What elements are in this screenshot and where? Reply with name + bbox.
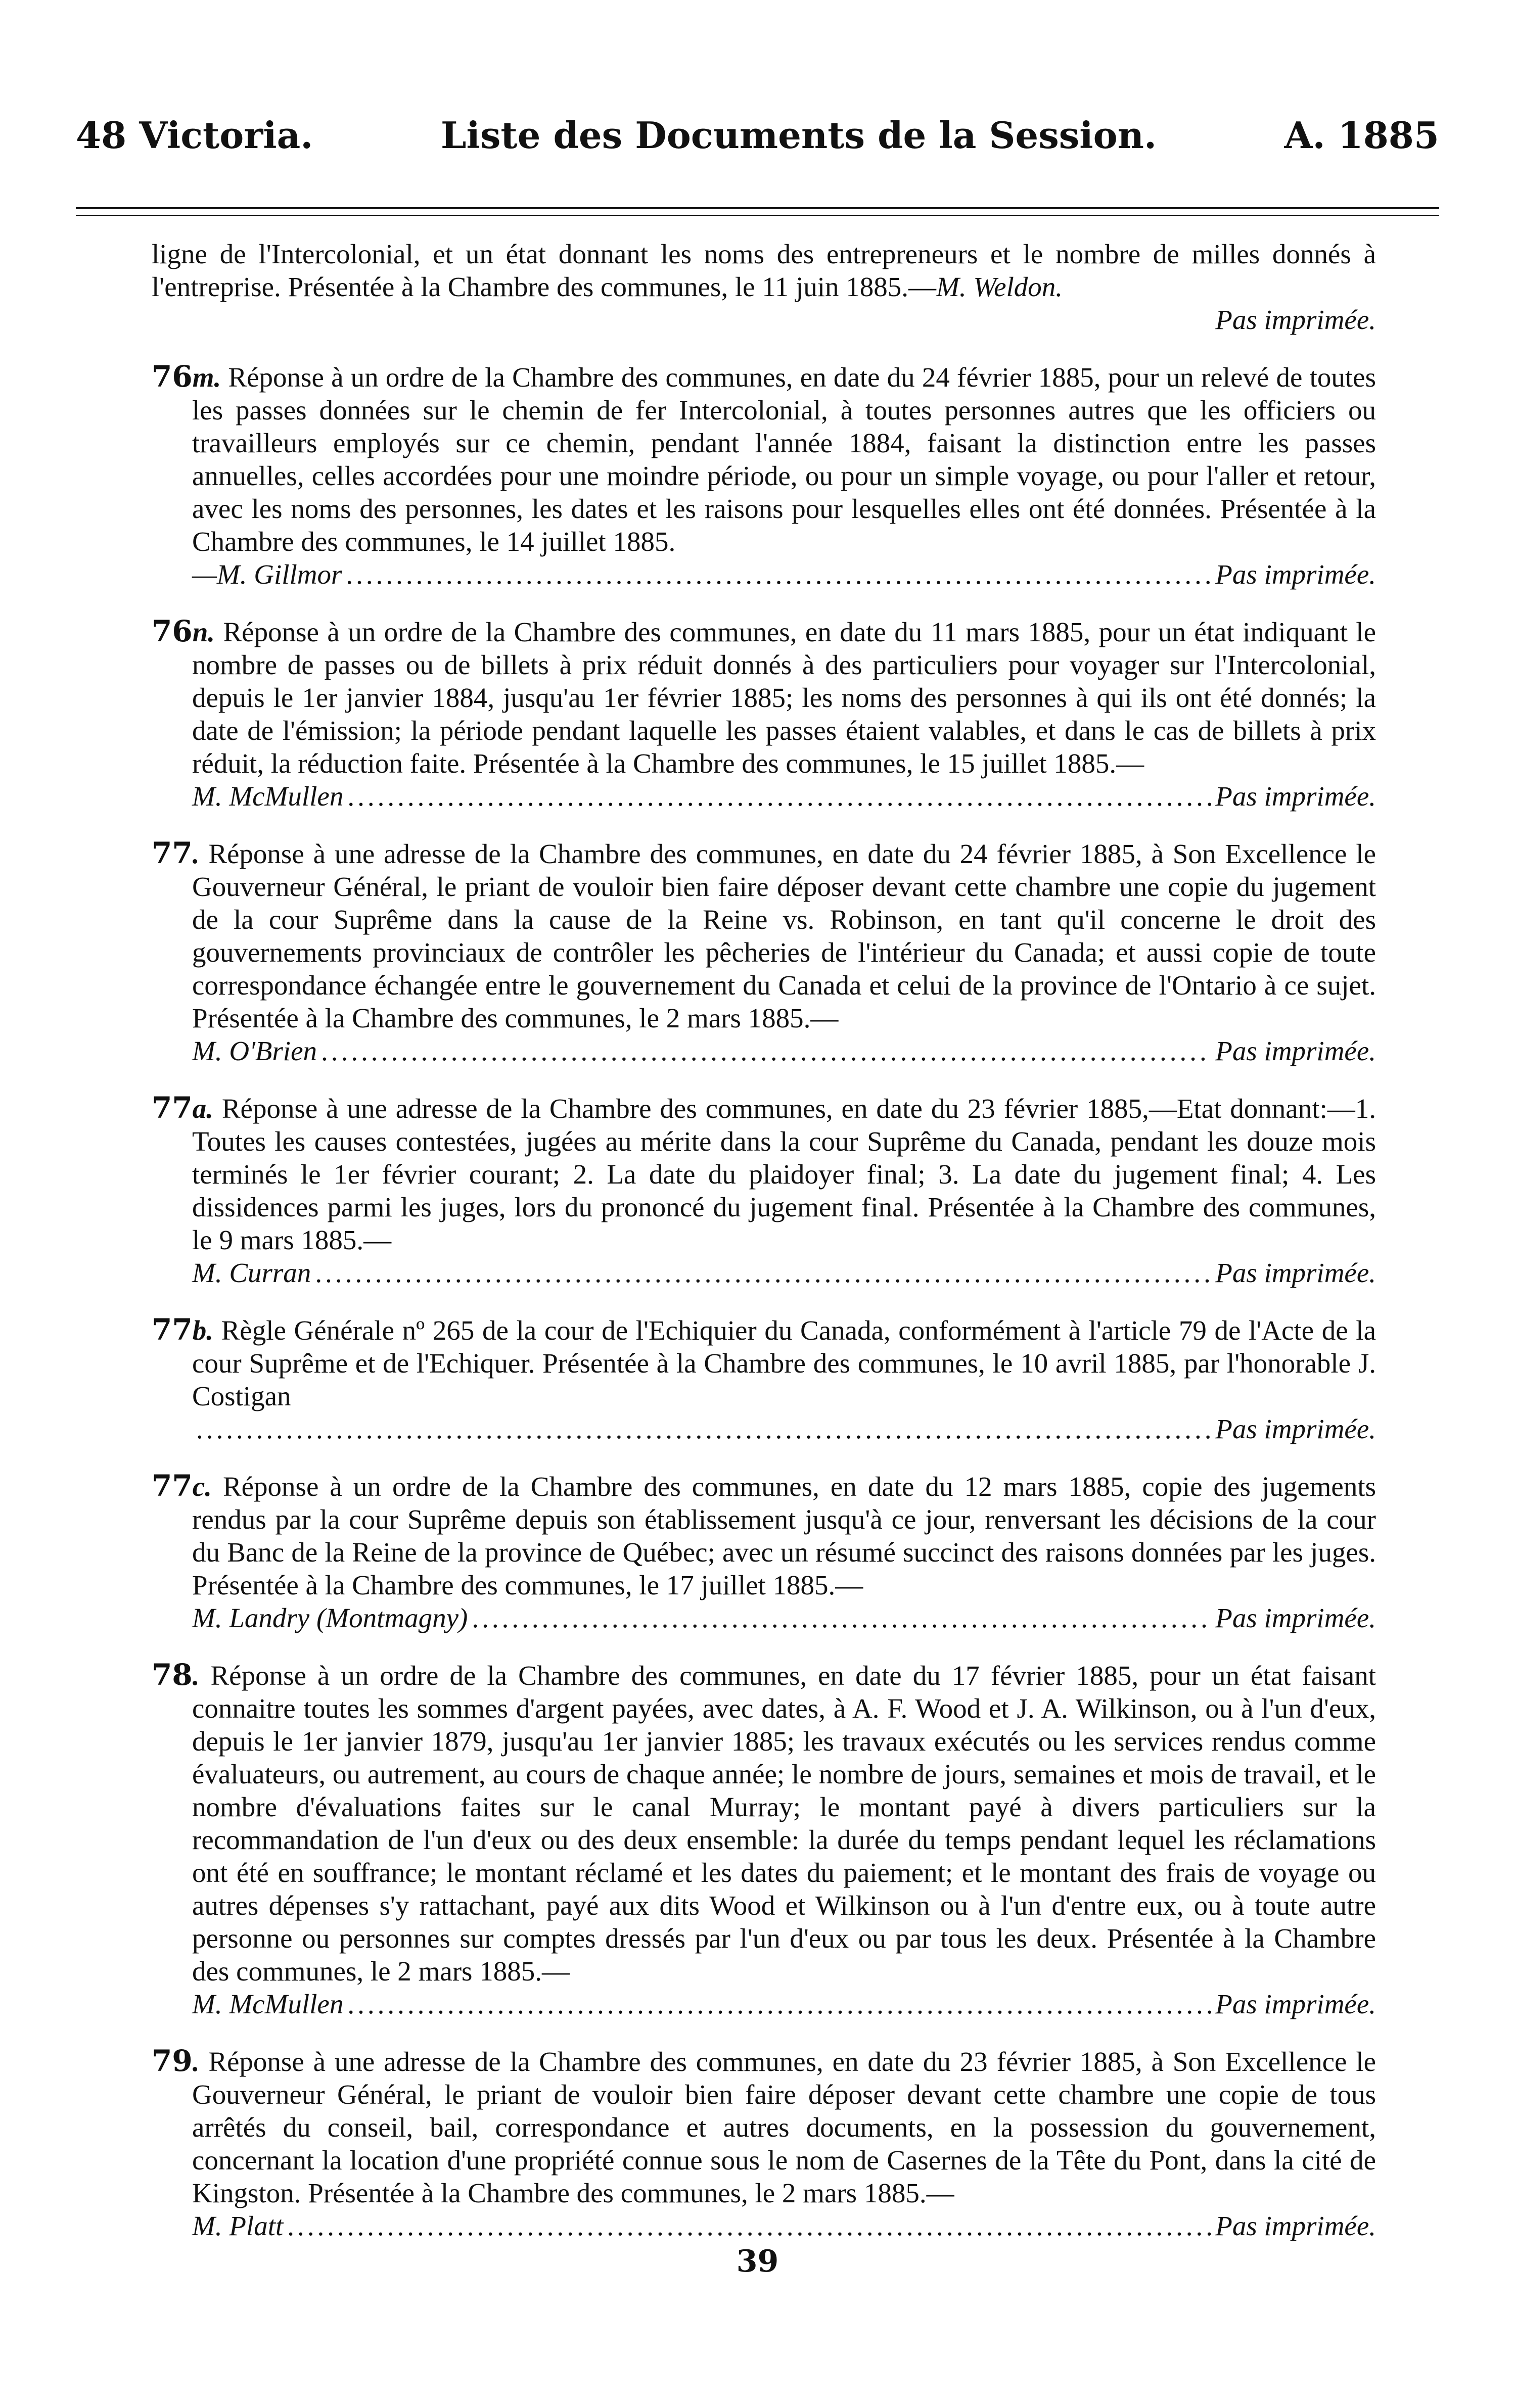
entry-number-suffix: m. bbox=[192, 362, 221, 393]
dot-leader bbox=[196, 1412, 1211, 1445]
entry-signature-line bbox=[152, 1601, 1376, 1634]
entry-signature-line bbox=[152, 780, 1376, 813]
entry-number: 77 bbox=[152, 1091, 193, 1125]
header-left: 48 Victoria. bbox=[76, 114, 313, 157]
entry-number: 77 bbox=[152, 1312, 193, 1347]
dot-leader bbox=[347, 780, 1211, 813]
header-rule-thin bbox=[76, 215, 1439, 216]
entry-member: M. McMullen bbox=[192, 781, 344, 812]
header-rule-thick bbox=[76, 207, 1439, 209]
document-entry bbox=[152, 615, 1376, 813]
document-entry bbox=[152, 837, 1376, 1067]
entry-status: Pas imprimée. bbox=[1215, 559, 1376, 590]
entry-number-suffix: b. bbox=[192, 1315, 213, 1346]
entries-list bbox=[152, 360, 1376, 2242]
header-right: A. 1885 bbox=[1284, 114, 1439, 157]
header-title: Liste des Documents de la Session. bbox=[440, 114, 1157, 157]
dot-leader bbox=[287, 2209, 1211, 2242]
document-entry bbox=[152, 1092, 1376, 1289]
entry-signature-line bbox=[152, 1412, 1376, 1445]
entry-text: Réponse à un ordre de la Chambre des communes, en date du 17 février 1885, pour un état faisant connaitre toutes les sommes d'argent payées, avec dates, à A. F. Wood et J. A. Wilkinson, ou à l'un d'eux, depuis le 1er janvier 1879, jusqu'au 1er janvier 1885; les travaux exécutés ou les services rendus comme évaluateurs, ou autrement, au cours de chaque année; le nombre de jours, semaines et mois de travail, et le nombre d'évaluations faites sur le canal Murray; le montant payé à divers particuliers sur la recommandation de l'un d'eux ou des deux ensemble: la durée du temps pendant lequel les réclamations ont été en souffrance; le montant réclamé et les dates du paiement; et le montant des frais de voyage ou autres dépenses s'y rattachant, payé aux dits Wood et Wilkinson ou à l'un d'entre eux, ou à toute autre personne ou personnes sur comptes dressés par l'un d'eux ou par tous les deux. Présentée à la Chambre des communes, le 2 mars 1885.— bbox=[192, 1660, 1376, 1987]
entry-number-suffix: c. bbox=[192, 1471, 212, 1502]
entry-signature-line bbox=[152, 1256, 1376, 1289]
entry-status: Pas imprimée. bbox=[1215, 1257, 1376, 1288]
entry-number: 76 bbox=[152, 359, 193, 394]
entry-text: Réponse à une adresse de la Chambre des communes, en date du 24 février 1885, à Son Excellence le Gouverneur Général, le priant de vouloir bien faire déposer devant cette chambre une copie du jugement de la cour Suprême dans la cause de la Reine vs. Robinson, en tant qu'il concerne le droit des gouvernements provinciaux de contrôler les pêcheries de l'intérieur du Canada; et aussi copie de toute correspondance échangée entre le gouvernement du Canada et celui de la province de l'Ontario à ce sujet. Présentée à la Chambre des communes, le 2 mars 1885.— bbox=[192, 838, 1376, 1033]
dot-leader bbox=[315, 1256, 1211, 1289]
page-number: 39 bbox=[736, 2244, 779, 2279]
dot-leader bbox=[346, 558, 1211, 591]
document-entry bbox=[152, 1313, 1376, 1445]
entry-status: Pas imprimée. bbox=[1215, 1989, 1376, 2019]
entry-member: M. Curran bbox=[192, 1257, 311, 1288]
entry-number: 77 bbox=[152, 1469, 193, 1503]
entry-status: Pas imprimée. bbox=[1215, 2210, 1376, 2241]
running-header bbox=[76, 114, 1439, 169]
entry-text: Règle Générale nº 265 de la cour de l'Echiquier du Canada, conformément à l'article 79 de l'Acte de la cour Suprême et de l'Echiquer. Présentée à la Chambre des communes, le 10 avril 1885, par l'honorable J. Costigan bbox=[192, 1315, 1376, 1411]
entry-member: M. Landry (Montmagny) bbox=[192, 1602, 468, 1633]
document-entry bbox=[152, 360, 1376, 591]
entry-number: 76 bbox=[152, 614, 193, 648]
continuation-status: Pas imprimée. bbox=[1215, 304, 1376, 335]
document-entry bbox=[152, 2045, 1376, 2242]
entry-number-suffix: . bbox=[192, 838, 200, 869]
entry-number-suffix: . bbox=[192, 1660, 200, 1691]
entry-number: 79 bbox=[152, 2044, 193, 2078]
document-entry bbox=[152, 1470, 1376, 1634]
entry-text: Réponse à un ordre de la Chambre des communes, en date du 11 mars 1885, pour un état indiquant le nombre de passes ou de billets à prix réduit donnés à des particuliers pour voyager sur l'Intercolonial, depuis le 1er janvier 1884, jusqu'au 1er février 1885; les noms des personnes à qui ils ont été donnés; la date de l'émission; la période pendant laquelle les passes étaient valables, et dans le cas de billets à prix réduit, la réduction faite. Présentée à la Chambre des communes, le 15 juillet 1885.— bbox=[192, 617, 1376, 779]
entry-number-suffix: n. bbox=[192, 617, 215, 647]
entry-number: 78 bbox=[152, 1658, 193, 1692]
continuation-member: M. Weldon. bbox=[936, 271, 1063, 302]
entry-status: Pas imprimée. bbox=[1215, 1035, 1376, 1066]
entry-member: M. O'Brien bbox=[192, 1035, 317, 1066]
entry-text: Réponse à une adresse de la Chambre des communes, en date du 23 février 1885, à Son Excellence le Gouverneur Général, le priant de vouloir bien faire déposer devant cette chambre une copie de tous arrêtés du conseil, bail, correspondance et autres documents, en la possession du gouvernement, concernant la location d'une propriété connue sous le nom de Casernes de la Tête du Pont, dans la cité de Kingston. Présentée à la Chambre des communes, le 2 mars 1885.— bbox=[192, 2046, 1376, 2208]
entry-signature-line bbox=[152, 1034, 1376, 1067]
entry-text: Réponse à un ordre de la Chambre des communes, en date du 12 mars 1885, copie des jugements rendus par la cour Suprême depuis son établissement jusqu'à ce jour, renversant les décisions de la cour du Banc de la Reine de la province de Québec; avec un résumé succinct des raisons données par les juges. Présentée à la Chambre des communes, le 17 juillet 1885.— bbox=[192, 1471, 1376, 1600]
entry-status: Pas imprimée. bbox=[1215, 781, 1376, 812]
entry-status: Pas imprimée. bbox=[1215, 1602, 1376, 1633]
entry-member: —M. Gillmor bbox=[192, 559, 342, 590]
document-body bbox=[152, 238, 1376, 2267]
entry-number-suffix: . bbox=[192, 2046, 200, 2077]
entry-text: Réponse à une adresse de la Chambre des communes, en date du 23 février 1885,—Etat donnant:—1. Toutes les causes contestées, jugées au mérite dans la cour Suprême du Canada, pendant les douze mois terminés le 1er février courant; 2. La date du plaidoyer final; 3. La date du jugement final; 4. Les dissidences parmi les juges, lors du prononcé du jugement final. Présentée à la Chambre des communes, le 9 mars 1885.— bbox=[192, 1093, 1376, 1255]
dot-leader bbox=[321, 1034, 1211, 1067]
continuation-text: ligne de l'Intercolonial, et un état donnant les noms des entrepreneurs et le nombre de milles donnés à l'entreprise. Présentée à la Chambre des communes, le 11 juin 1885.— bbox=[152, 239, 1376, 302]
continuation-entry bbox=[152, 238, 1376, 336]
entry-signature-line bbox=[152, 558, 1376, 591]
entry-signature-line bbox=[152, 1988, 1376, 2020]
entry-number-suffix: a. bbox=[192, 1093, 213, 1124]
entry-member: M. Platt bbox=[192, 2210, 284, 2241]
entry-status: Pas imprimée. bbox=[1215, 1413, 1376, 1444]
entry-signature-line bbox=[152, 2209, 1376, 2242]
dot-leader bbox=[472, 1601, 1211, 1634]
entry-text: Réponse à un ordre de la Chambre des communes, en date du 24 février 1885, pour un relevé de toutes les passes données sur le chemin de fer Intercolonial, à toutes personnes autres que les officiers ou travailleurs employés sur ce chemin, pendant l'année 1884, faisant la distinction entre les passes annuelles, celles accordées pour une moindre période, ou pour un simple voyage, ou pour l'aller et retour, avec les noms des personnes, les dates et les raisons pour lesquelles elles ont été données. Présentée à la Chambre des communes, le 14 juillet 1885. bbox=[192, 362, 1376, 557]
entry-number: 77 bbox=[152, 836, 193, 870]
entry-member: M. McMullen bbox=[192, 1989, 344, 2019]
dot-leader bbox=[347, 1988, 1211, 2020]
document-entry bbox=[152, 1659, 1376, 2020]
